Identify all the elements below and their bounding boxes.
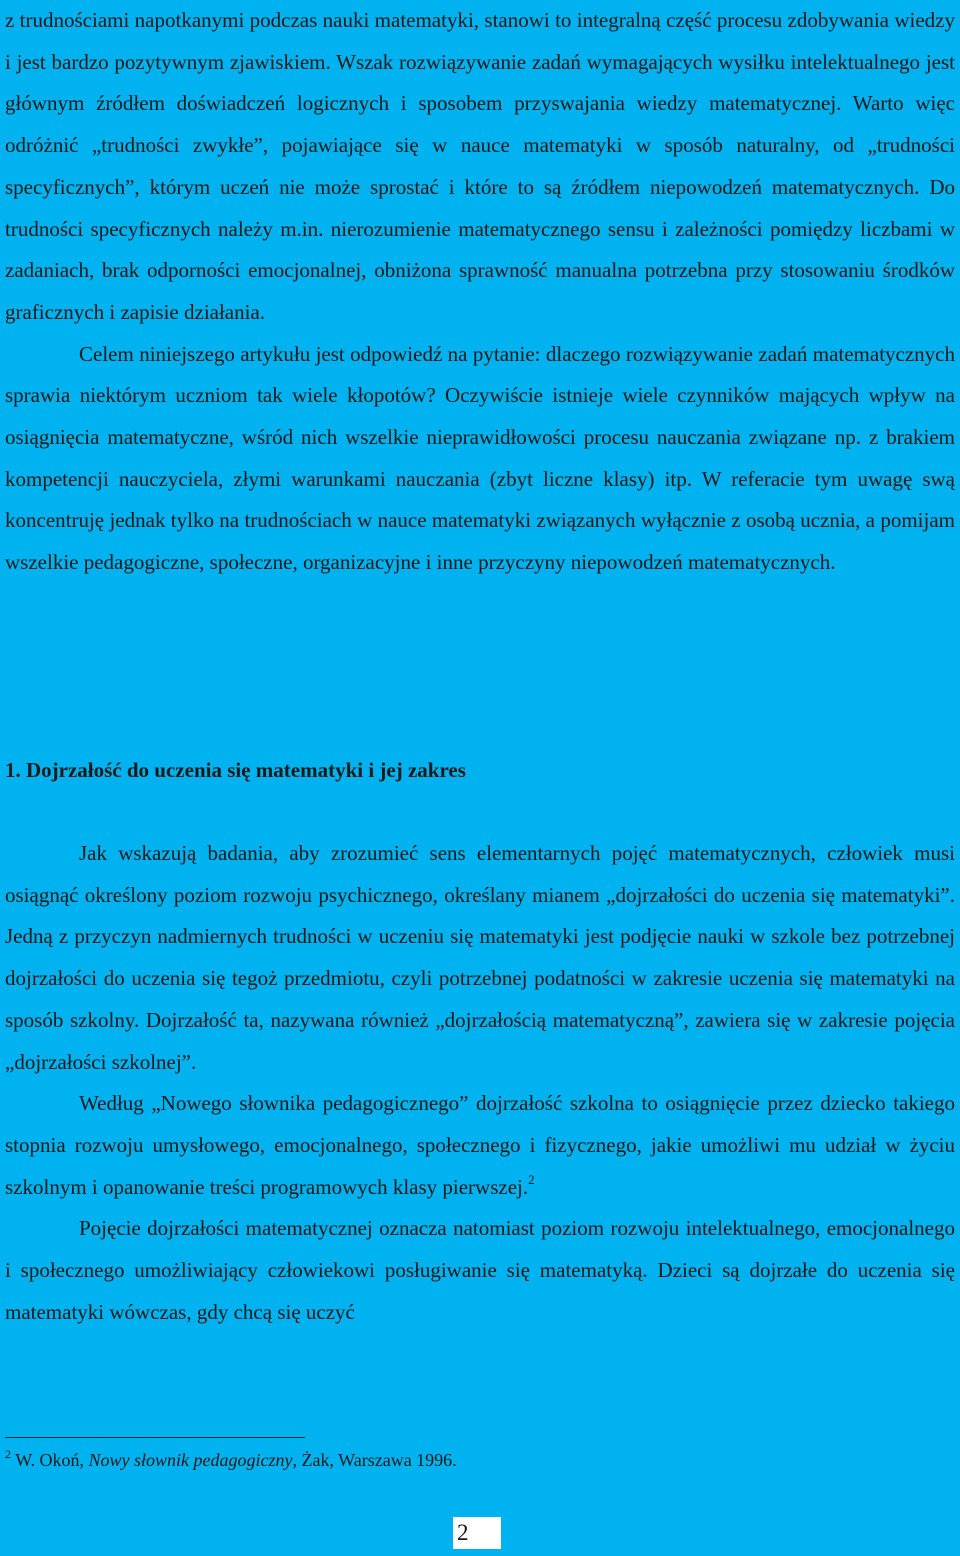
paragraph-okon-definition: [5, 1083, 955, 1208]
paragraph-math-maturity: Pojęcie dojrzałości matematycznej oznacza natomiast poziom rozwoju intelektualnego, emocjonalnego i społecznego umożliwiający człowiekowi posługiwanie się matematyką. Dzieci są dojrzałe do uczenia się matematyki wówczas, gdy chcą się uczyć: [5, 1216, 955, 1324]
footnote-author: W. Okoń,: [15, 1450, 89, 1470]
footnote-reference: 2: [528, 1171, 535, 1187]
okon-paragraph-text: Według „Nowego słownika pedagogicznego” dojrzałość szkolna to osiągnięcie przez dziecko takiego stopnia rozwoju umysłowego, emocjonalnego, społecznego i fizycznego, jakie umożliwi mu udział w życiu szkolnym i opanowanie treści programowych klasy pierwszej.: [5, 1091, 955, 1199]
footnote: [5, 1448, 457, 1472]
footnote-separator: [5, 1437, 305, 1438]
document-page: [5, 0, 955, 1470]
footnote-marker: 2: [5, 1447, 11, 1461]
footnote-rest: , Żak, Warszawa 1996.: [292, 1450, 457, 1470]
paragraph-intro: z trudnościami napotkanymi podczas nauki matematyki, stanowi to integralną część procesu zdobywania wiedzy i jest bardzo pozytywnym zjawiskiem. Wszak rozwiązywanie zadań wymagających wysiłku intelektualnego jest głównym źródłem doświadczeń logicznych i sposobem przyswajania wiedzy matematycznej. Warto więc odróżnić „trudności zwykłe”, pojawiające się w nauce matematyki w sposób naturalny, od „trudności specyficznych”, którym uczeń nie może sprostać i które to są źródłem niepowodzeń matematycznych. Do trudności specyficznych należy m.in. nierozumienie matematycznego sensu i zależności pomiędzy liczbami w zadaniach, brak odporności emocjonalnej, obniżona sprawność manualna potrzebna przy stosowaniu środków graficznych i zapisie działania.: [5, 8, 955, 324]
footnote-title: Nowy słownik pedagogiczny: [88, 1450, 293, 1470]
page-number: 2: [453, 1517, 501, 1549]
paragraph-maturity: Jak wskazują badania, aby zrozumieć sens elementarnych pojęć matematycznych, człowiek musi osiągnąć określony poziom rozwoju psychicznego, określany mianem „dojrzałości do uczenia się matematyki”. Jedną z przyczyn nadmiernych trudności w uczeniu się matematyki jest podjęcie nauki w szkole bez potrzebnej dojrzałości do uczenia się tegoż przedmiotu, czyli potrzebnej podatności w zakresie uczenia się matematyki na sposób szkolny. Dojrzałość ta, nazywana również „dojrzałością matematyczną”, zawiera się w zakresie pojęcia „dojrzałości szkolnej”.: [5, 841, 955, 1074]
section-heading: 1. Dojrzałość do uczenia się matematyki i jej zakres: [5, 758, 466, 782]
section-body: [5, 833, 955, 1333]
paragraph-article-goal: Celem niniejszego artykułu jest odpowiedź na pytanie: dlaczego rozwiązywanie zadań matematycznych sprawia niektórym uczniom tak wiele kłopotów? Oczywiście istnieje wiele czynników mających wpływ na osiągnięcia matematyczne, wśród nich wszelkie nieprawidłowości procesu nauczania związane np. z brakiem kompetencji nauczyciela, złymi warunkami nauczania (zbyt liczne klasy) itp. W referacie tym uwagę swą koncentruję jednak tylko na trudnościach w nauce matematyki związanych wyłącznie z osobą ucznia, a pomijam wszelkie pedagogiczne, społeczne, organizacyjne i inne przyczyny niepowodzeń matematycznych.: [5, 341, 955, 575]
